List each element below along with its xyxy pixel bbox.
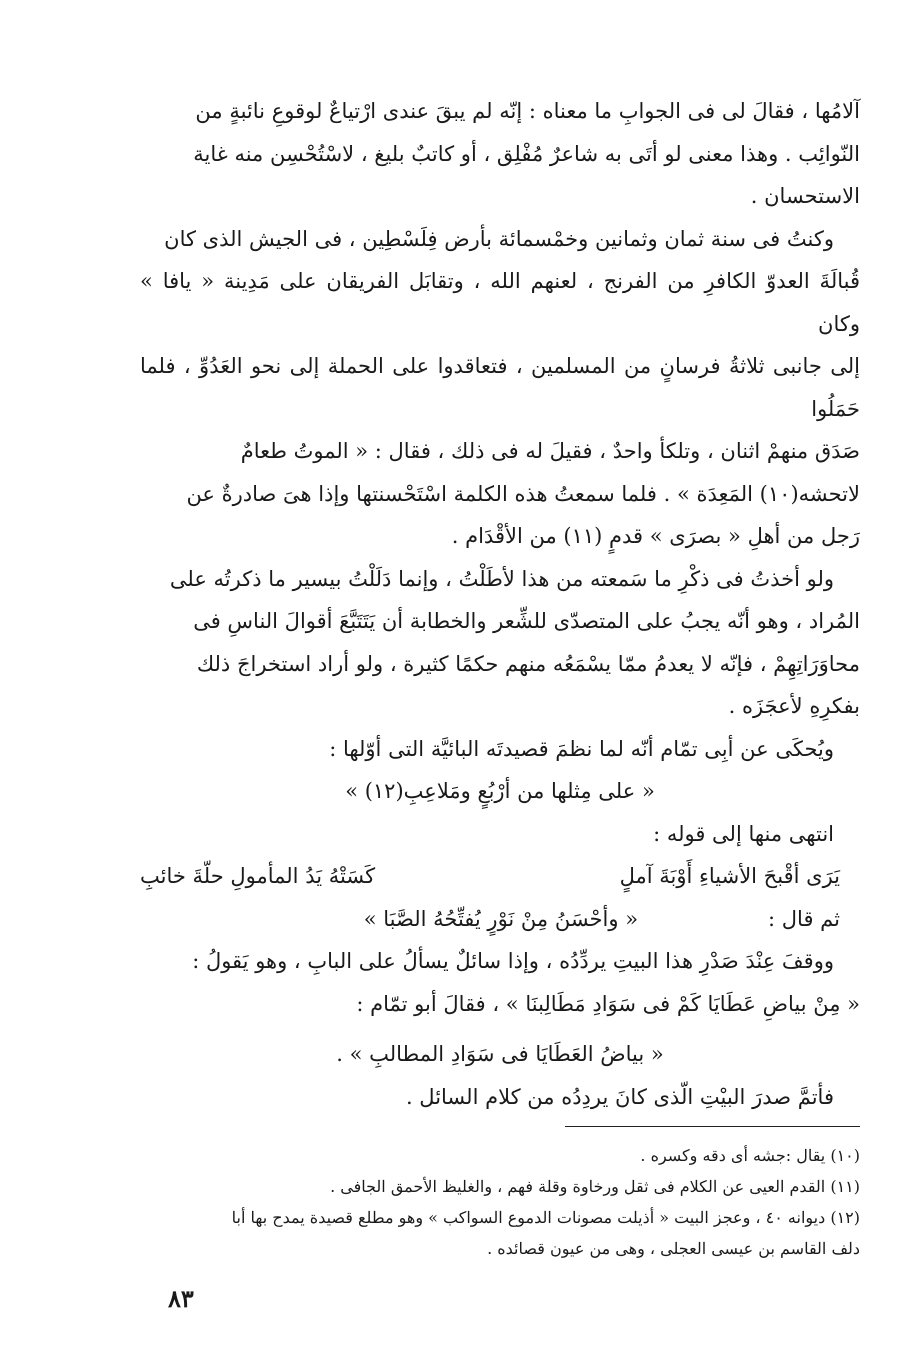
text-line: رَجل من أهلِ « بصرَى » قدمٍ (١١) من الأقْدَام . bbox=[451, 524, 860, 548]
main-text bbox=[140, 90, 860, 1118]
text-line: انتهى منها إلى قوله : bbox=[653, 821, 834, 846]
text-line: محاوَرَاتِهِمْ ، فإنّه لا يعدمُ ممّا يسْمَعُه منهم حكمًا كثيرة ، ولو أراد استخراجَ ذلك bbox=[196, 651, 860, 676]
text-line: ثم قال : bbox=[768, 906, 840, 931]
footnote-divider bbox=[565, 1126, 860, 1127]
text-line: ويُحكَى عن أبِى تمّام أنّه لما نظمَ قصيدتَه البائيَّة التى أوّلها : bbox=[329, 736, 834, 761]
text-line: لاتحشه(١٠) المَعِدَة » . فلما سمعتُ هذه الكلمة اسْتَحْسنتها وإذا هىَ صادرةٌ عن bbox=[186, 481, 860, 506]
text-line: النّوائِب . وهذا معنى لو أتَى به شاعرٌ مُفْلِق ، أو كاتبٌ بليغ ، لاسْتُحْسِن منه غاية bbox=[193, 141, 860, 166]
verse-hemistich: « وأحْسَنُ مِنْ نَوْرٍ يُفتِّحُهُ الصَّبَا » bbox=[363, 906, 639, 931]
text-line: ووقفَ عِنْدَ صَدْرِ هذا البيتِ يردِّدُه ، وإذا سائلٌ يسألُ على البابِ ، وهو يَقولُ : bbox=[192, 949, 834, 973]
text-line: صَدَق منهمْ اثنان ، وتلكأ واحدٌ ، فقيلَ له فى ذلك ، فقال : « الموتُ طعامٌ bbox=[240, 439, 860, 463]
verse-first-half: يَرَى أقْبحَ الأشياءِ أَوْبَةَ آملٍ bbox=[619, 864, 840, 888]
verse-second-half: كَسَتْهُ يَدُ المأمولِ حلّةَ خائبِ bbox=[140, 864, 376, 888]
verse-hemistich: « بياضُ العَطَايَا فى سَوَادِ المطالبِ » . bbox=[336, 1042, 664, 1066]
text-line: وكنتُ فى سنة ثمان وثمانين وخمْسمائة بأرض فِلَسْطِين ، فى الجيش الذى كان bbox=[164, 226, 834, 251]
text-line: « مِنْ بياضِ عَطَايَا كَمْ فى سَوَادِ مَطَالِبنَا » ، فقالَ أبو تمّام : bbox=[356, 991, 860, 1016]
text-line: بفكرِهِ لأعجَزَه . bbox=[728, 694, 860, 718]
text-line: المُراد ، وهو أنّه يجبُ على المتصدّى للشِّعر والخطابة أن يَتَتَبَّعَ أقوالَ الناسِ فى bbox=[193, 609, 860, 633]
text-line: ولو أخذتُ فى ذكْرِ ما سَمعته من هذا لأطَلْتُ ، وإنما دَلَلْتُ بيسير ما ذكرتُه على bbox=[169, 566, 834, 591]
footnote: دلف القاسم بن عيسى العجلى ، وهى من عيون قصائده . bbox=[487, 1239, 860, 1258]
text-line: الاستحسان . bbox=[750, 184, 860, 208]
footnote: (١٢) ديوانه ٤٠ ، وعجز البيت « أذيلت مصونات الدموع السواكب » وهو مطلع قصيدة يمدح بها أبا bbox=[231, 1208, 860, 1227]
footnote: (١١) القدم العيى عن الكلام فى ثقل ورخاوة وقلة فهم ، والغليظ الأحمق الجافى . bbox=[330, 1177, 860, 1196]
verse-hemistich: « على مِثلها من أرْبُعٍ ومَلاعِبِ(١٢) » bbox=[345, 779, 655, 803]
text-line: قُبالَةَ العدوّ الكافرِ من الفرنج ، لعنهم الله ، وتقابَل الفريقان على مَدِينة « يافا » وكان bbox=[140, 269, 860, 336]
text-line: فأتمَّ صدرَ البيْتِ الّذى كانَ يردِدُه من كلام السائل . bbox=[405, 1084, 834, 1109]
text-line: إلى جانبى ثلاثةُ فرسانٍ من المسلمين ، فتعاقدوا على الحملة إلى نحو العَدُوِّ ، فلما حَمَلُوا bbox=[140, 354, 860, 421]
verse-line bbox=[140, 898, 860, 941]
text-line: آلامُها ، فقالَ لى فى الجوابِ ما معناه : إنّه لم يبقَ عندى ارْتياعٌ لوقوعِ نائبةٍ من bbox=[195, 99, 860, 123]
page-number: ٨٣ bbox=[168, 1284, 194, 1313]
footnote: (١٠) يقال :جشه أى دقه وكسره . bbox=[640, 1146, 860, 1165]
footnotes bbox=[140, 1140, 860, 1264]
verse-line bbox=[140, 855, 860, 898]
